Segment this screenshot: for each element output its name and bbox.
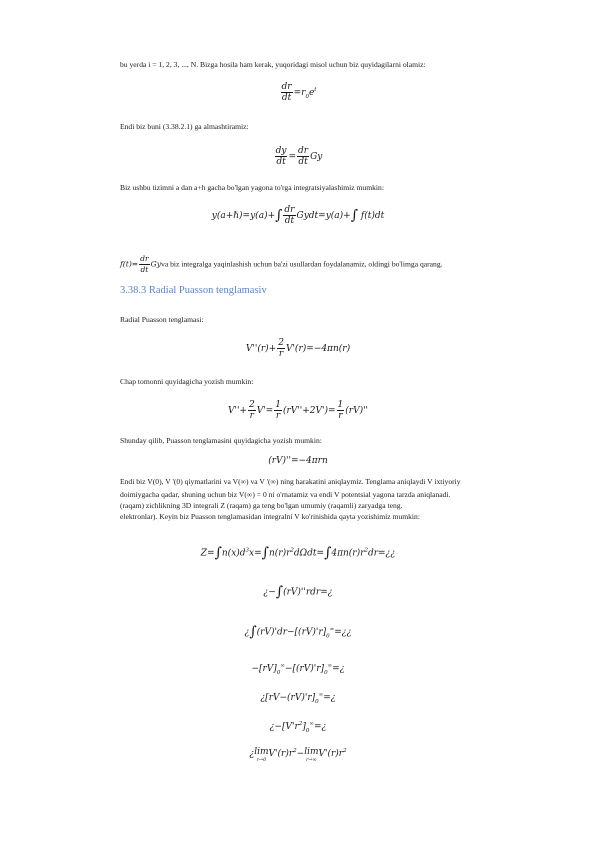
paragraph-11: elektronlar). Keyin biz Puasson tenglamasidan integralni V ko'rinishida qayta yozishimiz mumkin: bbox=[120, 512, 420, 521]
paragraph-4: f(t)= $\frac{dr}{dt}$ Gyva biz integralga yaqinlashish uchun ba'zi usullardan foydalanamiz, oldingi bo'limga qarang. bbox=[120, 254, 443, 274]
equation-step-2: ¿$\int(rV)'dr-[(rV)'r]_0^\infty=¿¿$ bbox=[244, 624, 352, 640]
paragraph-9: doimiygacha qadar, shuning uchun biz V(∞) = 0 ni o'rnatamiz va endi V potentsial yagona tarzda aniqlanadi. bbox=[120, 490, 451, 499]
equation-dr-dt: $\frac{dr}{dt}$ $=r_0e^t$ bbox=[281, 82, 317, 103]
paragraph-7: Shunday qilib, Puasson tenglamasini quyidagicha yozish mumkin: bbox=[120, 436, 322, 445]
equation-left-side: V''+ $\frac{2}{r}$ V'= $\frac{1}{r}$ (rV''+2V')= $\frac{1}{r}$ (rV)'' bbox=[227, 400, 369, 421]
equation-radial-poisson: V''(r)+ $\frac{2}{r}$ V'(r)=−4πn(r) bbox=[245, 338, 351, 359]
equation-step-3: $-[rV]_0^\infty-[(rV)'r]_0^\infty=¿$ bbox=[251, 663, 345, 676]
equation-integration: y(a+ℏ)=y(a)+∫ $\frac{dr}{dt}$ Gydt=y(a)+∫ f(t)dt bbox=[211, 205, 385, 226]
paragraph-10: (raqam) zichlikning 3D integrali Z (raqam) ga teng bo'lgan umumiy (raqamli) zaryadga teng. bbox=[120, 501, 403, 510]
equation-step-4: ¿$[rV-(rV)'r]_0^\infty=¿$ bbox=[260, 692, 336, 705]
paragraph-2: Endi biz buni (3.38.2.1) ga almashtiramiz: bbox=[120, 122, 249, 131]
paragraph-1: bu yerda i = 1, 2, 3, ..., N. Bizga hosila ham kerak, yuqoridagi misol uchun biz quyidagilarni olamiz: bbox=[120, 60, 426, 69]
equation-rv: (rV)''=−4πrn bbox=[268, 456, 328, 466]
paragraph-8: Endi biz V(0), V '(0) qiymatlarini va V(∞) va V '(∞) ning harakatini aniqlaymiz. Tenglama aniqlaydi V ixtiyoriy bbox=[120, 477, 461, 486]
equation-step-6: ¿lim r→0 $V'(r)r^2-\lim$ r→∞ $V'(r)r^2$ bbox=[249, 747, 347, 763]
equation-dy-dt: $\frac{dy}{dt}$ = $\frac{dr}{dt}$ Gy bbox=[275, 146, 323, 167]
paragraph-3: Biz ushbu tizimni a dan a+h gacha bo'lgan yagona to'rga integratsiyalashimiz mumkin: bbox=[120, 183, 384, 192]
equation-step-5: ¿$-[V'r^2]_0^\infty=¿$ bbox=[269, 721, 327, 734]
equation-charge-integral: $Z=\int n(x)d^3x=\int n(r)r^2d\Omega dt=\int 4\pi n(r)r^2dr=¿¿$ bbox=[200, 545, 396, 561]
section-heading: 3.38.3 Radial Puasson tenglamasiv bbox=[120, 285, 267, 296]
paragraph-5: Radial Puasson tenglamasi: bbox=[120, 315, 204, 324]
equation-step-1: ¿−∫(rV)''rdr=¿ bbox=[263, 584, 333, 600]
paragraph-6: Chap tomonni quyidagicha yozish mumkin: bbox=[120, 377, 254, 386]
